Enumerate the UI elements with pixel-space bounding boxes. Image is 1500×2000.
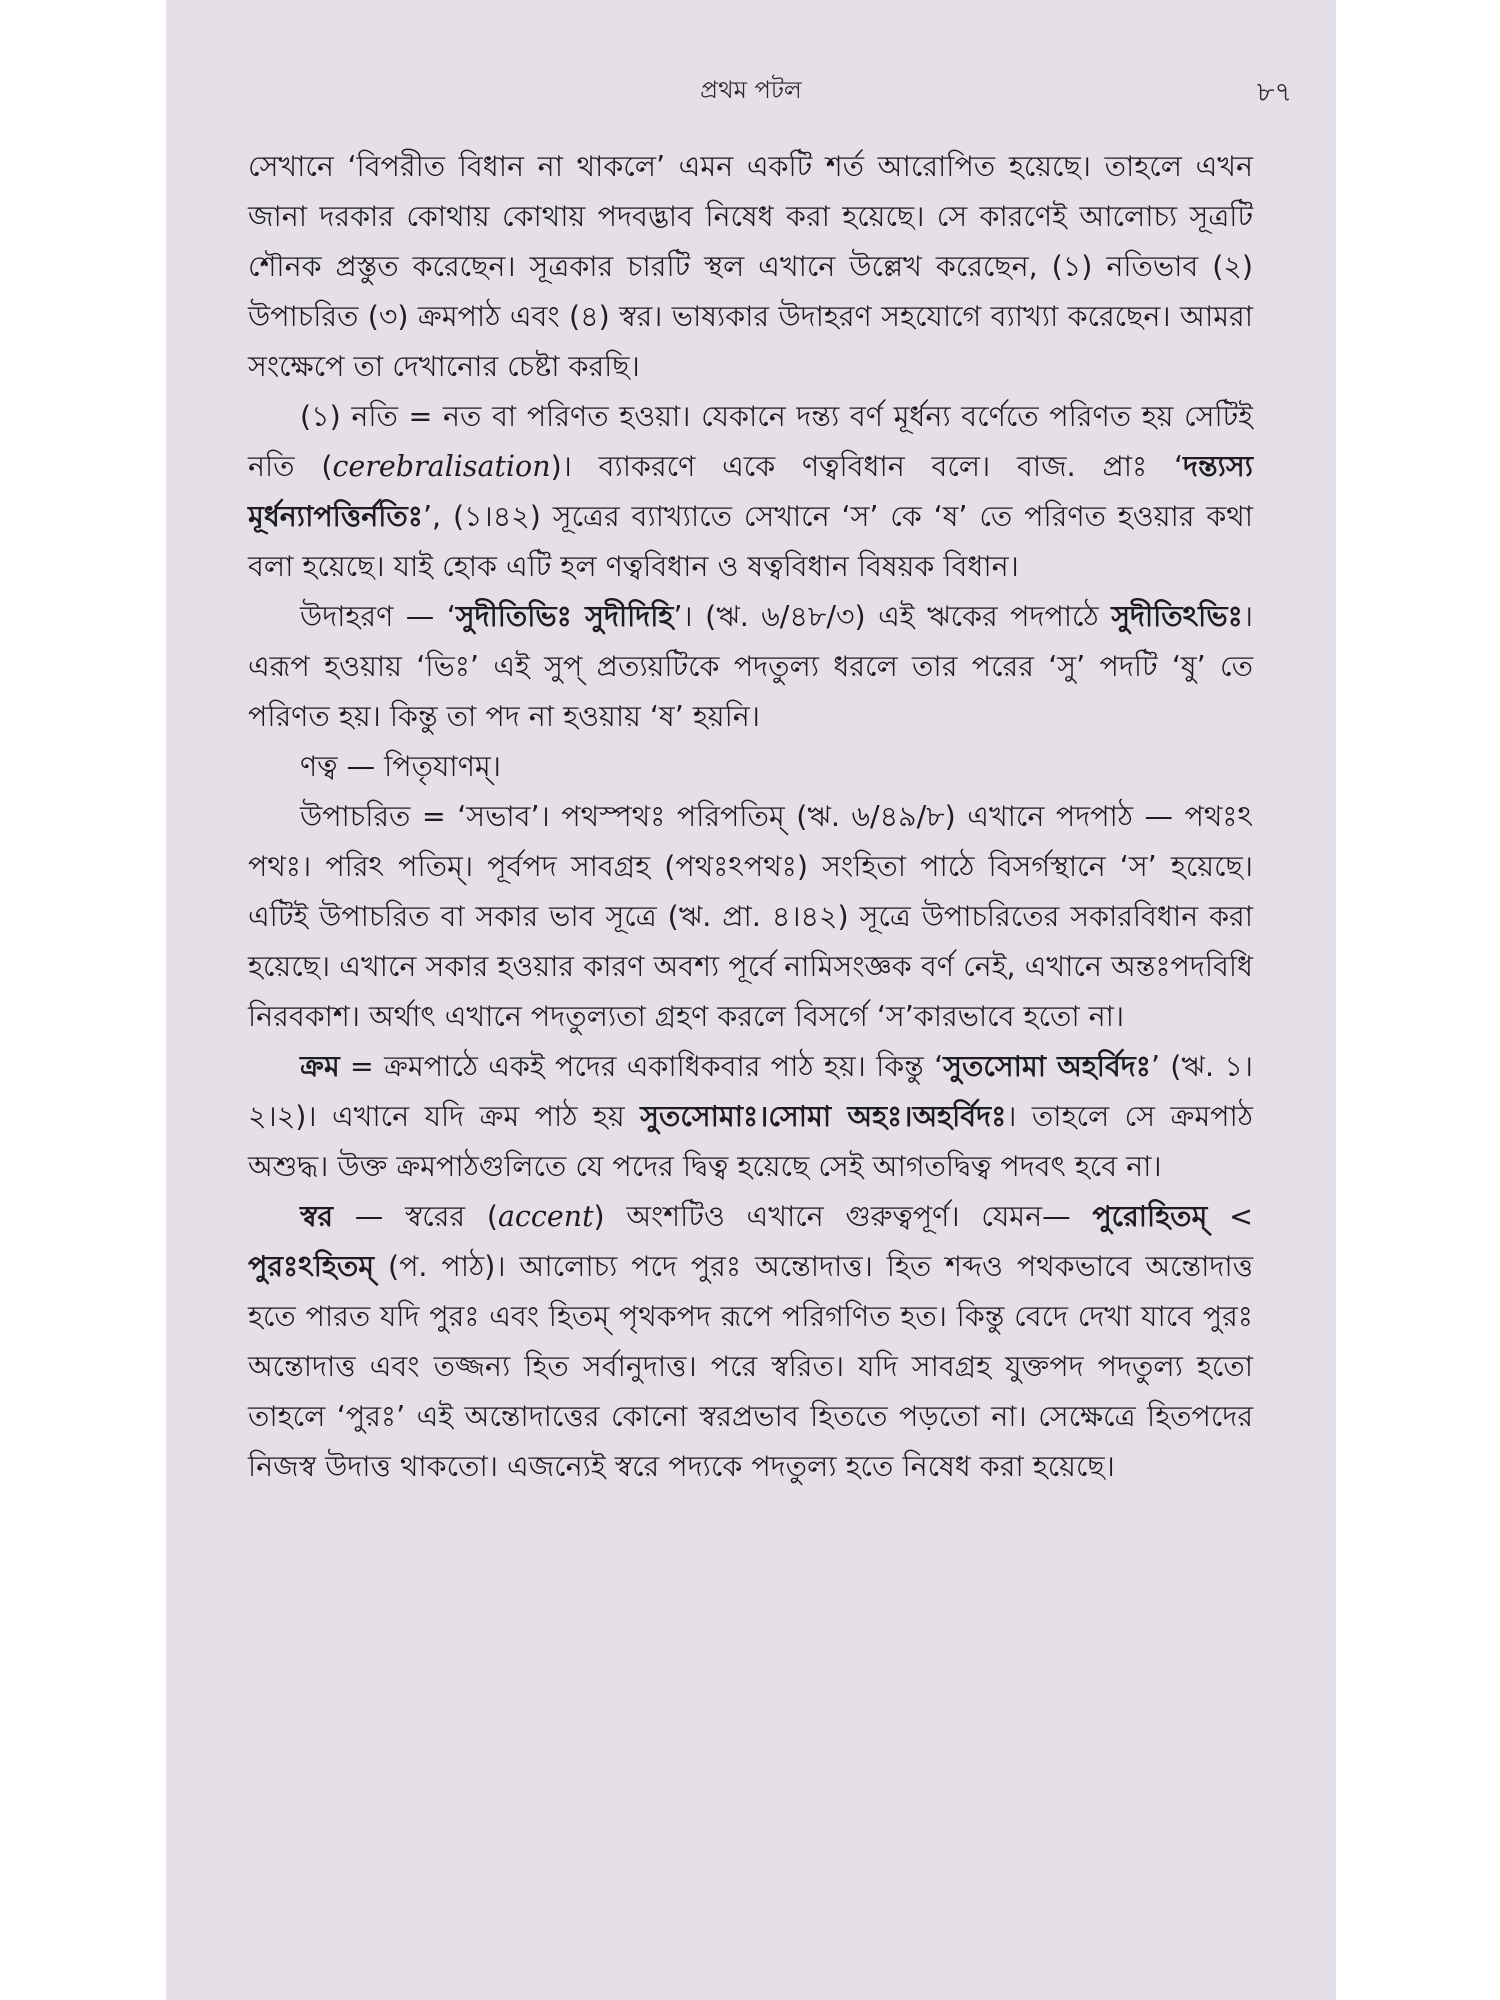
bold-term: দন্ত্যস্য মূর্ধন্যাপত্তির্নতিঃ (248, 450, 1254, 533)
text-run: — স্বরের ( (333, 1200, 498, 1233)
bold-term: সুতসোমা অহর্বিদঃ (943, 1050, 1151, 1083)
bold-term: সুতসোমাঃ।সোমা অহঃ।অহর্বিদঃ (640, 1100, 1007, 1133)
page-header (166, 72, 1336, 112)
paragraph (248, 1042, 1253, 1192)
text-run: (প. পাঠ)। আলোচ্য পদে পুরঃ অন্তোদাত্ত। হিত শব্দও পথকভাবে অন্তোদাত্ত হতে পারত যদি পুরঃ এবং হিতম্ পৃথকপদ রূপে পরিগণিত হত। কিন্তু বেদে দেখা যাবে পুরঃ অন্তোদাত্ত এবং তজ্জন্য হিত সর্বানুদাত্ত। পরে স্বরিত। যদি সাবগ্রহ যুক্তপদ পদতুল্য হতো তাহলে ‘পুরঃ’ এই অন্তোদাত্তের কোনো স্বরপ্রভাব হিততে পড়তো না। সেক্ষেত্রে হিতপদের নিজস্ব উদাত্ত থাকতো। এজন্যেই স্বরে পদ্যকে পদতুল্য হতে নিষেধ করা হয়েছে। (248, 1250, 1253, 1483)
italic-term: accent (497, 1200, 594, 1233)
paragraph (248, 742, 1253, 792)
text-run: উদাহরণ — ‘ (300, 600, 456, 633)
bold-term: পুরঃঽহিতম্ (248, 1250, 375, 1283)
italic-term: cerebralisation (332, 450, 551, 483)
paragraph (248, 592, 1253, 742)
text-run: ’, (১।৪২) সূত্রের ব্যাখ্যাতে সেখানে ‘স’ কে ‘ষ’ তে পরিণত হওয়ার কথা বলা হয়েছে। যাই হোক এটি হল ণত্ববিধান ও ষত্ববিধান বিষয়ক বিধান। (248, 500, 1253, 583)
bold-term: ক্রম (300, 1050, 340, 1083)
text-run: ’ (ঋ. ১।২।২)। এখানে যদি ক্রম পাঠ হয় (248, 1050, 1253, 1133)
text-run: । তাহলে সে ক্রমপাঠ অশুদ্ধ। উক্ত ক্রমপাঠগুলিতে যে পদের দ্বিত্ব হয়েছে সেই আগতদ্বিত্ব পদবৎ হবে না। (248, 1100, 1253, 1183)
running-title: প্রথম পটল (700, 76, 802, 104)
text-run: ণত্ব — পিতৃযাণম্। (300, 750, 501, 783)
bold-term: পুরোহিতম্ (1092, 1200, 1208, 1233)
paragraph (248, 792, 1253, 1042)
text-run: )। ব্যাকরণে একে ণত্ববিধান বলে। বাজ. প্রাঃ ‘ (550, 450, 1184, 483)
bold-term: সুদীতিঽভিঃ (1111, 600, 1243, 633)
paragraph (248, 392, 1253, 592)
bold-term: সুদীতিভিঃ সুদীদিহি (455, 600, 674, 633)
page-number: ৮৭ (1256, 77, 1292, 108)
book-page (166, 0, 1336, 2000)
text-run: < (1207, 1200, 1253, 1233)
text-run: ) অংশটিও এখানে গুরুত্বপূর্ণ। যেমন— (593, 1200, 1093, 1233)
text-run: সেখানে ‘বিপরীত বিধান না থাকলে’ এমন একটি শর্ত আরোপিত হয়েছে। তাহলে এখন জানা দরকার কোথায় কোথায় পদবদ্ভাব নিষেধ করা হয়েছে। সে কারণেই আলোচ্য সূত্রটি শৌনক প্রস্তুত করেছেন। সূত্রকার চারটি স্থল এখানে উল্লেখ করেছেন, (১) নতিভাব (২) উপাচরিত (৩) ক্রমপাঠ এবং (৪) স্বর। ভাষ্যকার উদাহরণ সহযোগে ব্যাখ্যা করেছেন। আমরা সংক্ষেপে তা দেখানোর চেষ্টা করছি। (248, 150, 1253, 383)
text-run: উপাচরিত = ‘সভাব’। পথস্পথঃ পরিপতিম্ (ঋ. ৬/৪৯/৮) এখানে পদপাঠ — পথঃঽ পথঃ। পরিঽ পতিম্। পূর্বপদ সাবগ্রহ (পথঃঽপথঃ) সংহিতা পাঠে বিসর্গস্থানে ‘স’ হয়েছে। এটিই উপাচরিত বা সকার ভাব সূত্রে (ঋ. প্রা. ৪।৪২) সূত্রে উপাচরিতের সকারবিধান করা হয়েছে। এখানে সকার হওয়ার কারণ অবশ্য পূর্বে নামিসংজ্ঞক বর্ণ নেই, এখানে অন্তঃপদবিধি নিরবকাশ। অর্থাৎ এখানে পদতুল্যতা গ্রহণ করলে বিসর্গে ‘স’কারভাবে হতো না। (248, 800, 1253, 1033)
text-run: (১) নতি = নত বা পরিণত হওয়া। যেকানে দন্ত্য বর্ণ মূর্ধন্য বর্ণেতে পরিণত হয় সেটিই নতি ( (248, 400, 1253, 483)
text-run: = ক্রমপাঠে একই পদের একাধিকবার পাঠ হয়। কিন্তু ‘ (339, 1050, 944, 1083)
text-run: । এরূপ হওয়ায় ‘ভিঃ’ এই সুপ্ প্রত্যয়টিকে পদতুল্য ধরলে তার পরের ‘সু’ পদটি ‘ষু’ তে পরিণত হয়। কিন্তু তা পদ না হওয়ায় ‘ষ’ হয়নি। (248, 600, 1253, 733)
body-text (248, 142, 1253, 1492)
paragraph (248, 142, 1253, 392)
paragraph (248, 1192, 1253, 1492)
text-run: ’। (ঋ. ৬/৪৮/৩) এই ঋকের পদপাঠে (673, 600, 1112, 633)
bold-term: স্বর (300, 1200, 334, 1233)
